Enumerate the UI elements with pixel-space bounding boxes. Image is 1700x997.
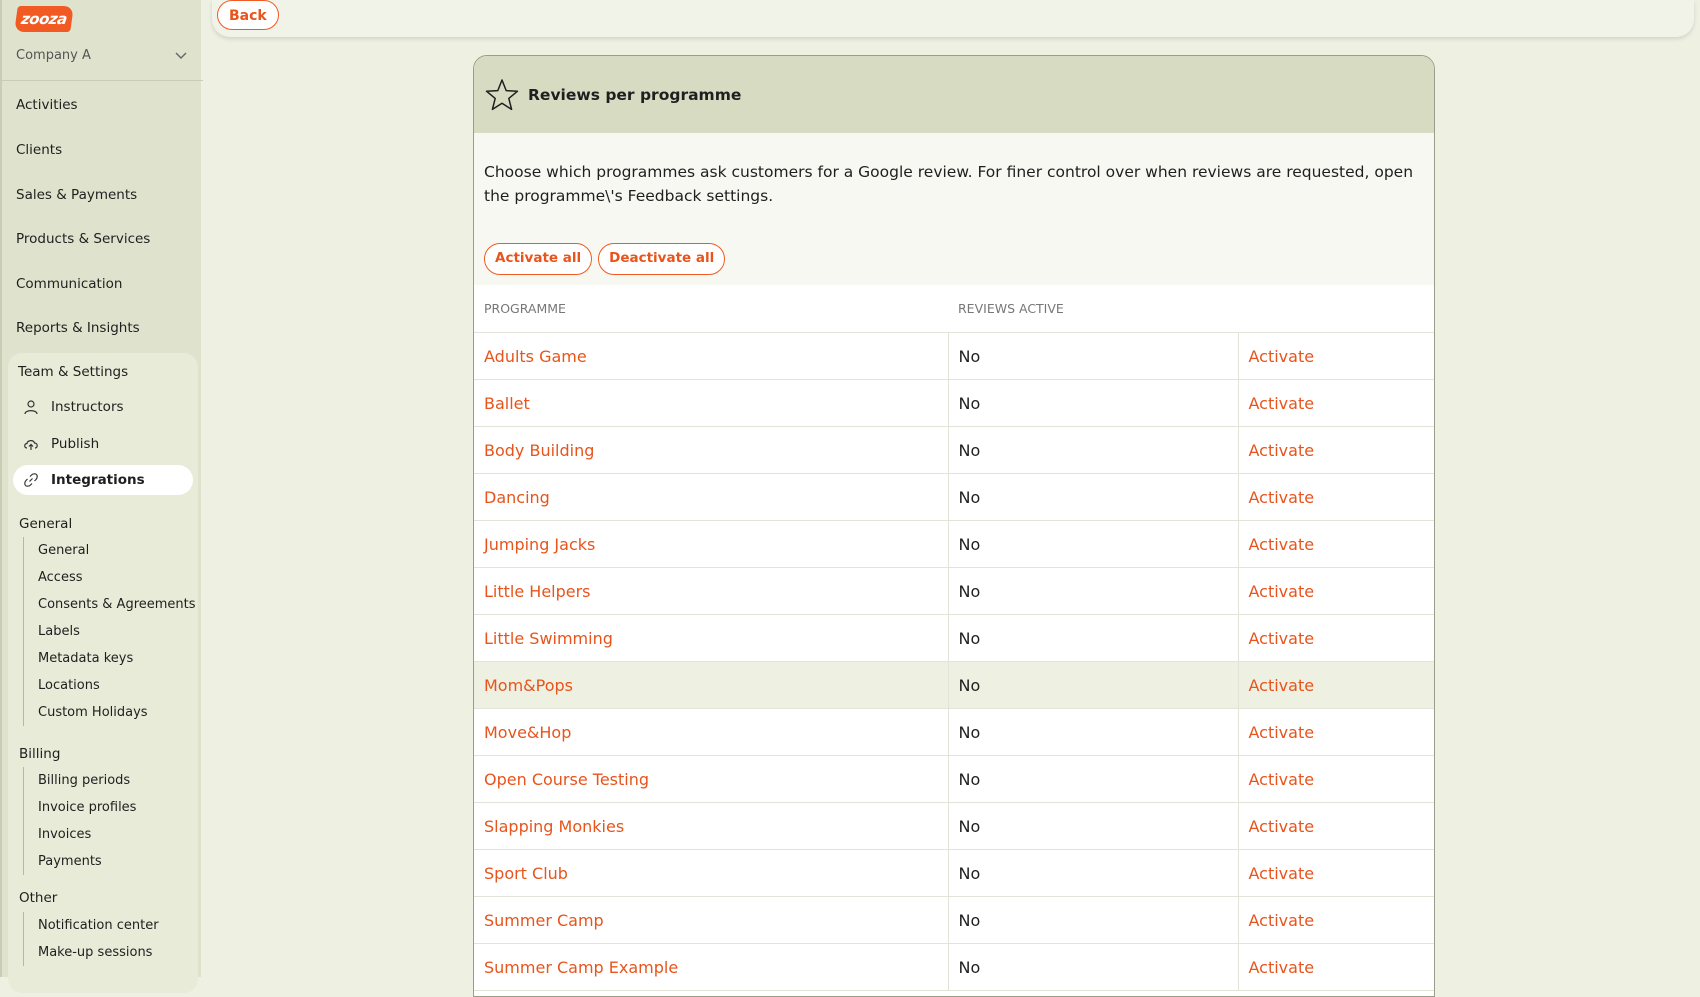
cloud-upload-icon <box>23 436 39 452</box>
nav-communication[interactable]: Communication <box>16 276 123 292</box>
zooza-logo[interactable]: zooza <box>14 6 74 32</box>
reviews-active-value: No <box>948 568 1238 615</box>
table-row <box>474 380 1434 427</box>
group-title-general[interactable]: General <box>19 516 73 532</box>
reviews-active-value: No <box>948 380 1238 427</box>
submenu-notification-center[interactable]: Notification center <box>38 918 159 933</box>
programme-link[interactable]: Little Swimming <box>474 615 948 662</box>
bulk-actions <box>484 243 725 275</box>
activate-link[interactable]: Activate <box>1238 474 1434 521</box>
programme-link[interactable]: Sport Club <box>474 850 948 897</box>
column-header-reviews-active: REVIEWS ACTIVE <box>948 285 1238 333</box>
table-header-row <box>474 285 1434 333</box>
table-row <box>474 333 1434 380</box>
programme-table <box>474 285 1434 991</box>
team-settings-title[interactable]: Team & Settings <box>18 364 129 380</box>
programme-link[interactable]: Open Course Testing <box>474 756 948 803</box>
table-row <box>474 521 1434 568</box>
submenu-locations[interactable]: Locations <box>38 678 100 693</box>
nav-activities[interactable]: Activities <box>16 97 78 113</box>
programme-link[interactable]: Slapping Monkies <box>474 803 948 850</box>
chevron-down-icon <box>174 48 188 62</box>
submenu-billing-periods[interactable]: Billing periods <box>38 773 131 788</box>
reviews-active-value: No <box>948 897 1238 944</box>
sidebar-item-publish[interactable] <box>13 429 193 459</box>
activate-link[interactable]: Activate <box>1238 568 1434 615</box>
sidebar-item-integrations[interactable] <box>13 465 193 495</box>
table-row <box>474 897 1434 944</box>
submenu-consents-agreements[interactable]: Consents & Agreements <box>38 597 196 612</box>
table-row <box>474 803 1434 850</box>
table-row <box>474 709 1434 756</box>
table-row <box>474 615 1434 662</box>
activate-all-button[interactable]: Activate all <box>484 243 592 275</box>
programme-link[interactable]: Summer Camp <box>474 897 948 944</box>
card-header <box>474 56 1434 133</box>
back-button[interactable]: Back <box>217 0 279 30</box>
reviews-active-value: No <box>948 474 1238 521</box>
user-icon <box>23 399 39 415</box>
table-row <box>474 427 1434 474</box>
programme-link[interactable]: Summer Camp Example <box>474 944 948 991</box>
activate-link[interactable]: Activate <box>1238 897 1434 944</box>
activate-link[interactable]: Activate <box>1238 709 1434 756</box>
company-name: Company A <box>16 47 91 63</box>
card-description: Choose which programmes ask customers for a Google review. For finer control over when reviews are requested, open the programme\'s Feedback settings. <box>484 163 1414 205</box>
team-settings-panel <box>8 353 198 993</box>
table-row <box>474 756 1434 803</box>
activate-link[interactable]: Activate <box>1238 662 1434 709</box>
activate-link[interactable]: Activate <box>1238 427 1434 474</box>
table-row <box>474 474 1434 521</box>
submenu-invoice-profiles[interactable]: Invoice profiles <box>38 800 137 815</box>
submenu-custom-holidays[interactable]: Custom Holidays <box>38 705 148 720</box>
programme-link[interactable]: Little Helpers <box>474 568 948 615</box>
table-row <box>474 568 1434 615</box>
table-row-hovered <box>474 662 1434 709</box>
general-submenu <box>23 537 196 726</box>
submenu-make-up-sessions[interactable]: Make-up sessions <box>38 945 153 960</box>
reviews-active-value: No <box>948 803 1238 850</box>
programme-link[interactable]: Body Building <box>474 427 948 474</box>
star-icon <box>484 77 520 113</box>
top-bar <box>212 0 1694 37</box>
nav-clients[interactable]: Clients <box>16 142 63 158</box>
sidebar-item-label: Instructors <box>51 399 124 415</box>
table-row <box>474 850 1434 897</box>
reviews-active-value: No <box>948 850 1238 897</box>
card-title: Reviews per programme <box>528 85 742 104</box>
reviews-active-value: No <box>948 662 1238 709</box>
reviews-active-value: No <box>948 944 1238 991</box>
activate-link[interactable]: Activate <box>1238 380 1434 427</box>
programme-link[interactable]: Dancing <box>474 474 948 521</box>
submenu-payments[interactable]: Payments <box>38 854 102 869</box>
activate-link[interactable]: Activate <box>1238 944 1434 991</box>
group-title-billing[interactable]: Billing <box>19 746 61 762</box>
submenu-labels[interactable]: Labels <box>38 624 80 639</box>
submenu-invoices[interactable]: Invoices <box>38 827 92 842</box>
activate-link[interactable]: Activate <box>1238 521 1434 568</box>
reviews-active-value: No <box>948 615 1238 662</box>
activate-link[interactable]: Activate <box>1238 803 1434 850</box>
programme-link[interactable]: Move&Hop <box>474 709 948 756</box>
column-header-action <box>1238 285 1434 333</box>
column-header-programme: PROGRAMME <box>474 285 948 333</box>
link-icon <box>23 472 39 488</box>
reviews-active-value: No <box>948 333 1238 380</box>
programme-link[interactable]: Mom&Pops <box>474 662 948 709</box>
activate-link[interactable]: Activate <box>1238 756 1434 803</box>
nav-sales-payments[interactable]: Sales & Payments <box>16 187 138 203</box>
table-row <box>474 944 1434 991</box>
nav-products-services[interactable]: Products & Services <box>16 231 151 247</box>
deactivate-all-button[interactable]: Deactivate all <box>598 243 725 275</box>
reviews-card <box>473 55 1435 997</box>
billing-submenu <box>23 767 136 875</box>
sidebar-item-label: Publish <box>51 436 100 452</box>
reviews-active-value: No <box>948 521 1238 568</box>
activate-link[interactable]: Activate <box>1238 333 1434 380</box>
sidebar <box>0 0 201 977</box>
card-intro <box>474 133 1434 285</box>
submenu-general[interactable]: General <box>38 543 90 558</box>
reviews-active-value: No <box>948 756 1238 803</box>
programme-link[interactable]: Jumping Jacks <box>474 521 948 568</box>
sidebar-item-instructors[interactable] <box>13 392 193 422</box>
submenu-metadata-keys[interactable]: Metadata keys <box>38 651 134 666</box>
company-selector[interactable] <box>16 45 188 65</box>
activate-link[interactable]: Activate <box>1238 615 1434 662</box>
sidebar-item-label: Integrations <box>51 472 145 488</box>
group-title-other[interactable]: Other <box>19 890 58 906</box>
reviews-active-value: No <box>948 427 1238 474</box>
programme-link[interactable]: Ballet <box>474 380 948 427</box>
activate-link[interactable]: Activate <box>1238 850 1434 897</box>
reviews-active-value: No <box>948 709 1238 756</box>
other-submenu <box>23 912 159 966</box>
programme-link[interactable]: Adults Game <box>474 333 948 380</box>
nav-reports-insights[interactable]: Reports & Insights <box>16 320 140 336</box>
submenu-access[interactable]: Access <box>38 570 83 585</box>
divider <box>2 80 203 81</box>
